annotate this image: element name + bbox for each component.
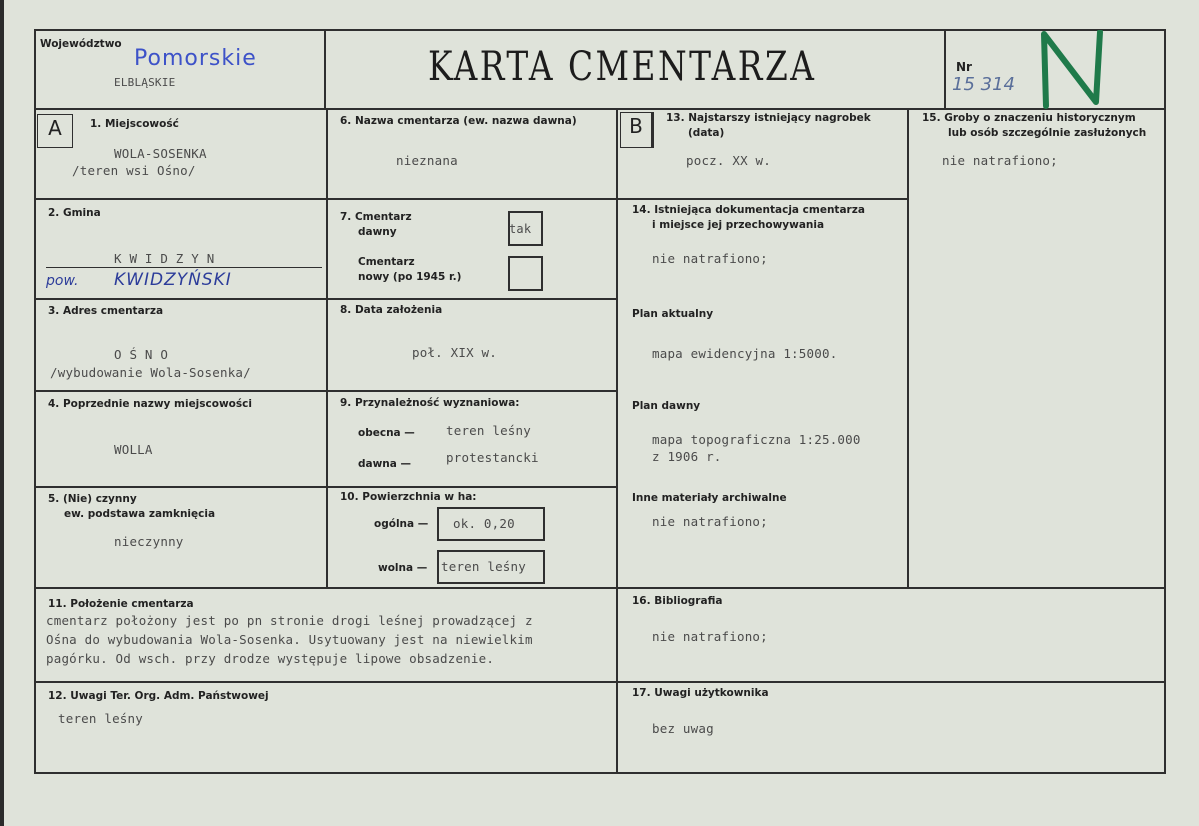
col-divider-2 [616, 108, 618, 774]
uwagi-ter-value: teren leśny [58, 711, 143, 726]
nagrobek-label-1: 13. Najstarszy istniejący nagrobek [666, 112, 871, 124]
gmina-label: 2. Gmina [48, 207, 101, 219]
wyznanie-dawna-label: dawna — [358, 458, 412, 470]
cmentarz-nowy-box [508, 256, 543, 291]
nagrobek-label-2: (data) [688, 127, 725, 139]
adres-line1: O Ś N O [114, 347, 169, 362]
powierzchnia-wolna-value: teren leśny [441, 559, 526, 574]
data-zalozenia-value: poł. XIX w. [412, 345, 497, 360]
polozenie-line-1: cmentarz położony jest po pn stronie drogi leśnej prowadzącej z [46, 613, 533, 628]
nr-value: 15 314 [952, 74, 1015, 95]
powierzchnia-ogolna-box [437, 507, 545, 541]
plan-dawny-line1: mapa topograficzna 1:25.000 [652, 432, 861, 447]
nazwa-label: 6. Nazwa cmentarza (ew. nazwa dawna) [340, 115, 577, 127]
section-a-box: A [37, 114, 73, 148]
czynny-value: nieczynny [114, 534, 184, 549]
row-line-5 [34, 587, 1166, 589]
miejscowosc-label: 1. Miejscowość [90, 118, 179, 130]
poprzednie-label: 4. Poprzednie nazwy miejscowości [48, 398, 252, 410]
powierzchnia-label: 10. Powierzchnia w ha: [340, 491, 477, 503]
cmentarz-dawny-value: tak [509, 222, 532, 236]
header-bottom-line [34, 108, 1166, 110]
n-mark-icon [1030, 30, 1114, 110]
nagrobek-value: pocz. XX w. [686, 153, 771, 168]
miejscowosc-line2: /teren wsi Ośno/ [72, 163, 196, 178]
section-b-box: B [620, 112, 654, 148]
header-divider-1 [324, 29, 326, 109]
powierzchnia-wolna-label: wolna — [378, 562, 428, 574]
cmentarz-dawny-box [508, 211, 543, 246]
row-line-a1 [34, 198, 326, 200]
plan-aktualny-value: mapa ewidencyjna 1:5000. [652, 346, 838, 361]
wojewodztwo-label: Województwo [40, 38, 122, 50]
scan-edge [0, 0, 4, 826]
wyznanie-dawna-value: protestancki [446, 450, 539, 465]
powierzchnia-ogolna-label: ogólna — [374, 518, 429, 530]
nazwa-value: nieznana [396, 153, 458, 168]
cmentarz-dawny-label-2: dawny [358, 226, 397, 238]
col-divider-3 [907, 108, 909, 588]
bibliografia-value: nie natrafiono; [652, 629, 768, 644]
header-divider-2 [944, 29, 946, 109]
groby-label-2: lub osób szczególnie zasłużonych [948, 127, 1147, 139]
wojewodztwo-typed: ELBLĄSKIE [114, 76, 176, 89]
card-title: KARTA CMENTARZA [428, 44, 817, 90]
wyznanie-obecna-value: teren leśny [446, 423, 531, 438]
col-divider-1 [326, 108, 328, 588]
uwagi-uzytkownika-value: bez uwag [652, 721, 714, 736]
czynny-label-2: ew. podstawa zamknięcia [64, 508, 216, 520]
poprzednie-value: WOLLA [114, 442, 153, 457]
row-line-c1 [616, 198, 907, 200]
cmentarz-nowy-label-2: nowy (po 1945 r.) [358, 271, 462, 283]
uwagi-ter-label: 12. Uwagi Ter. Org. Adm. Państwowej [48, 690, 269, 702]
gmina-value: K W I D Z Y N [114, 251, 215, 266]
plan-aktualny-label: Plan aktualny [632, 308, 714, 320]
row-line-2 [34, 298, 616, 300]
adres-line2: /wybudowanie Wola-Sosenka/ [50, 365, 251, 380]
miejscowosc-line1: WOLA-SOSENKA [114, 146, 207, 161]
gmina-hand-value: KWIDZYŃSKI [114, 270, 232, 290]
data-zalozenia-label: 8. Data założenia [340, 304, 443, 316]
cmentarz-nowy-label-1: Cmentarz [358, 256, 415, 268]
polozenie-line-3: pagórku. Od wsch. przy drodze występuje lipowe obsadzenie. [46, 651, 495, 666]
cmentarz-dawny-label-1: 7. Cmentarz [340, 211, 412, 223]
row-line-6 [34, 681, 1166, 683]
dokumentacja-label-2: i miejsce jej przechowywania [652, 219, 825, 231]
groby-value: nie natrafiono; [942, 153, 1058, 168]
dokumentacja-label-1: 14. Istniejąca dokumentacja cmentarza [632, 204, 865, 216]
wyznanie-label: 9. Przynależność wyznaniowa: [340, 397, 520, 409]
powierzchnia-ogolna-value: ok. 0,20 [453, 516, 515, 531]
czynny-label-1: 5. (Nie) czynny [48, 493, 137, 505]
polozenie-line-2: Ośna do wybudowania Wola-Sosenka. Usytuowany jest na niewielkim [46, 632, 533, 647]
row-line-b1 [326, 198, 616, 200]
nr-label: Nr [956, 60, 972, 74]
bibliografia-label: 16. Bibliografia [632, 595, 723, 607]
inne-label: Inne materiały archiwalne [632, 492, 787, 504]
dokumentacja-value: nie natrafiono; [652, 251, 768, 266]
plan-dawny-line2: z 1906 r. [652, 449, 722, 464]
groby-label-1: 15. Groby o znaczeniu historycznym [922, 112, 1136, 124]
plan-dawny-label: Plan dawny [632, 400, 701, 412]
row-line-3 [34, 390, 616, 392]
gmina-hand-prefix: pow. [46, 273, 79, 289]
row-line-4 [34, 486, 616, 488]
inne-value: nie natrafiono; [652, 514, 768, 529]
powierzchnia-wolna-box [437, 550, 545, 584]
adres-label: 3. Adres cmentarza [48, 305, 164, 317]
uwagi-uzytkownika-label: 17. Uwagi użytkownika [632, 687, 769, 699]
wyznanie-obecna-label: obecna — [358, 427, 415, 439]
polozenie-label: 11. Położenie cmentarza [48, 598, 194, 610]
wojewodztwo-stamp: Pomorskie [134, 46, 257, 71]
